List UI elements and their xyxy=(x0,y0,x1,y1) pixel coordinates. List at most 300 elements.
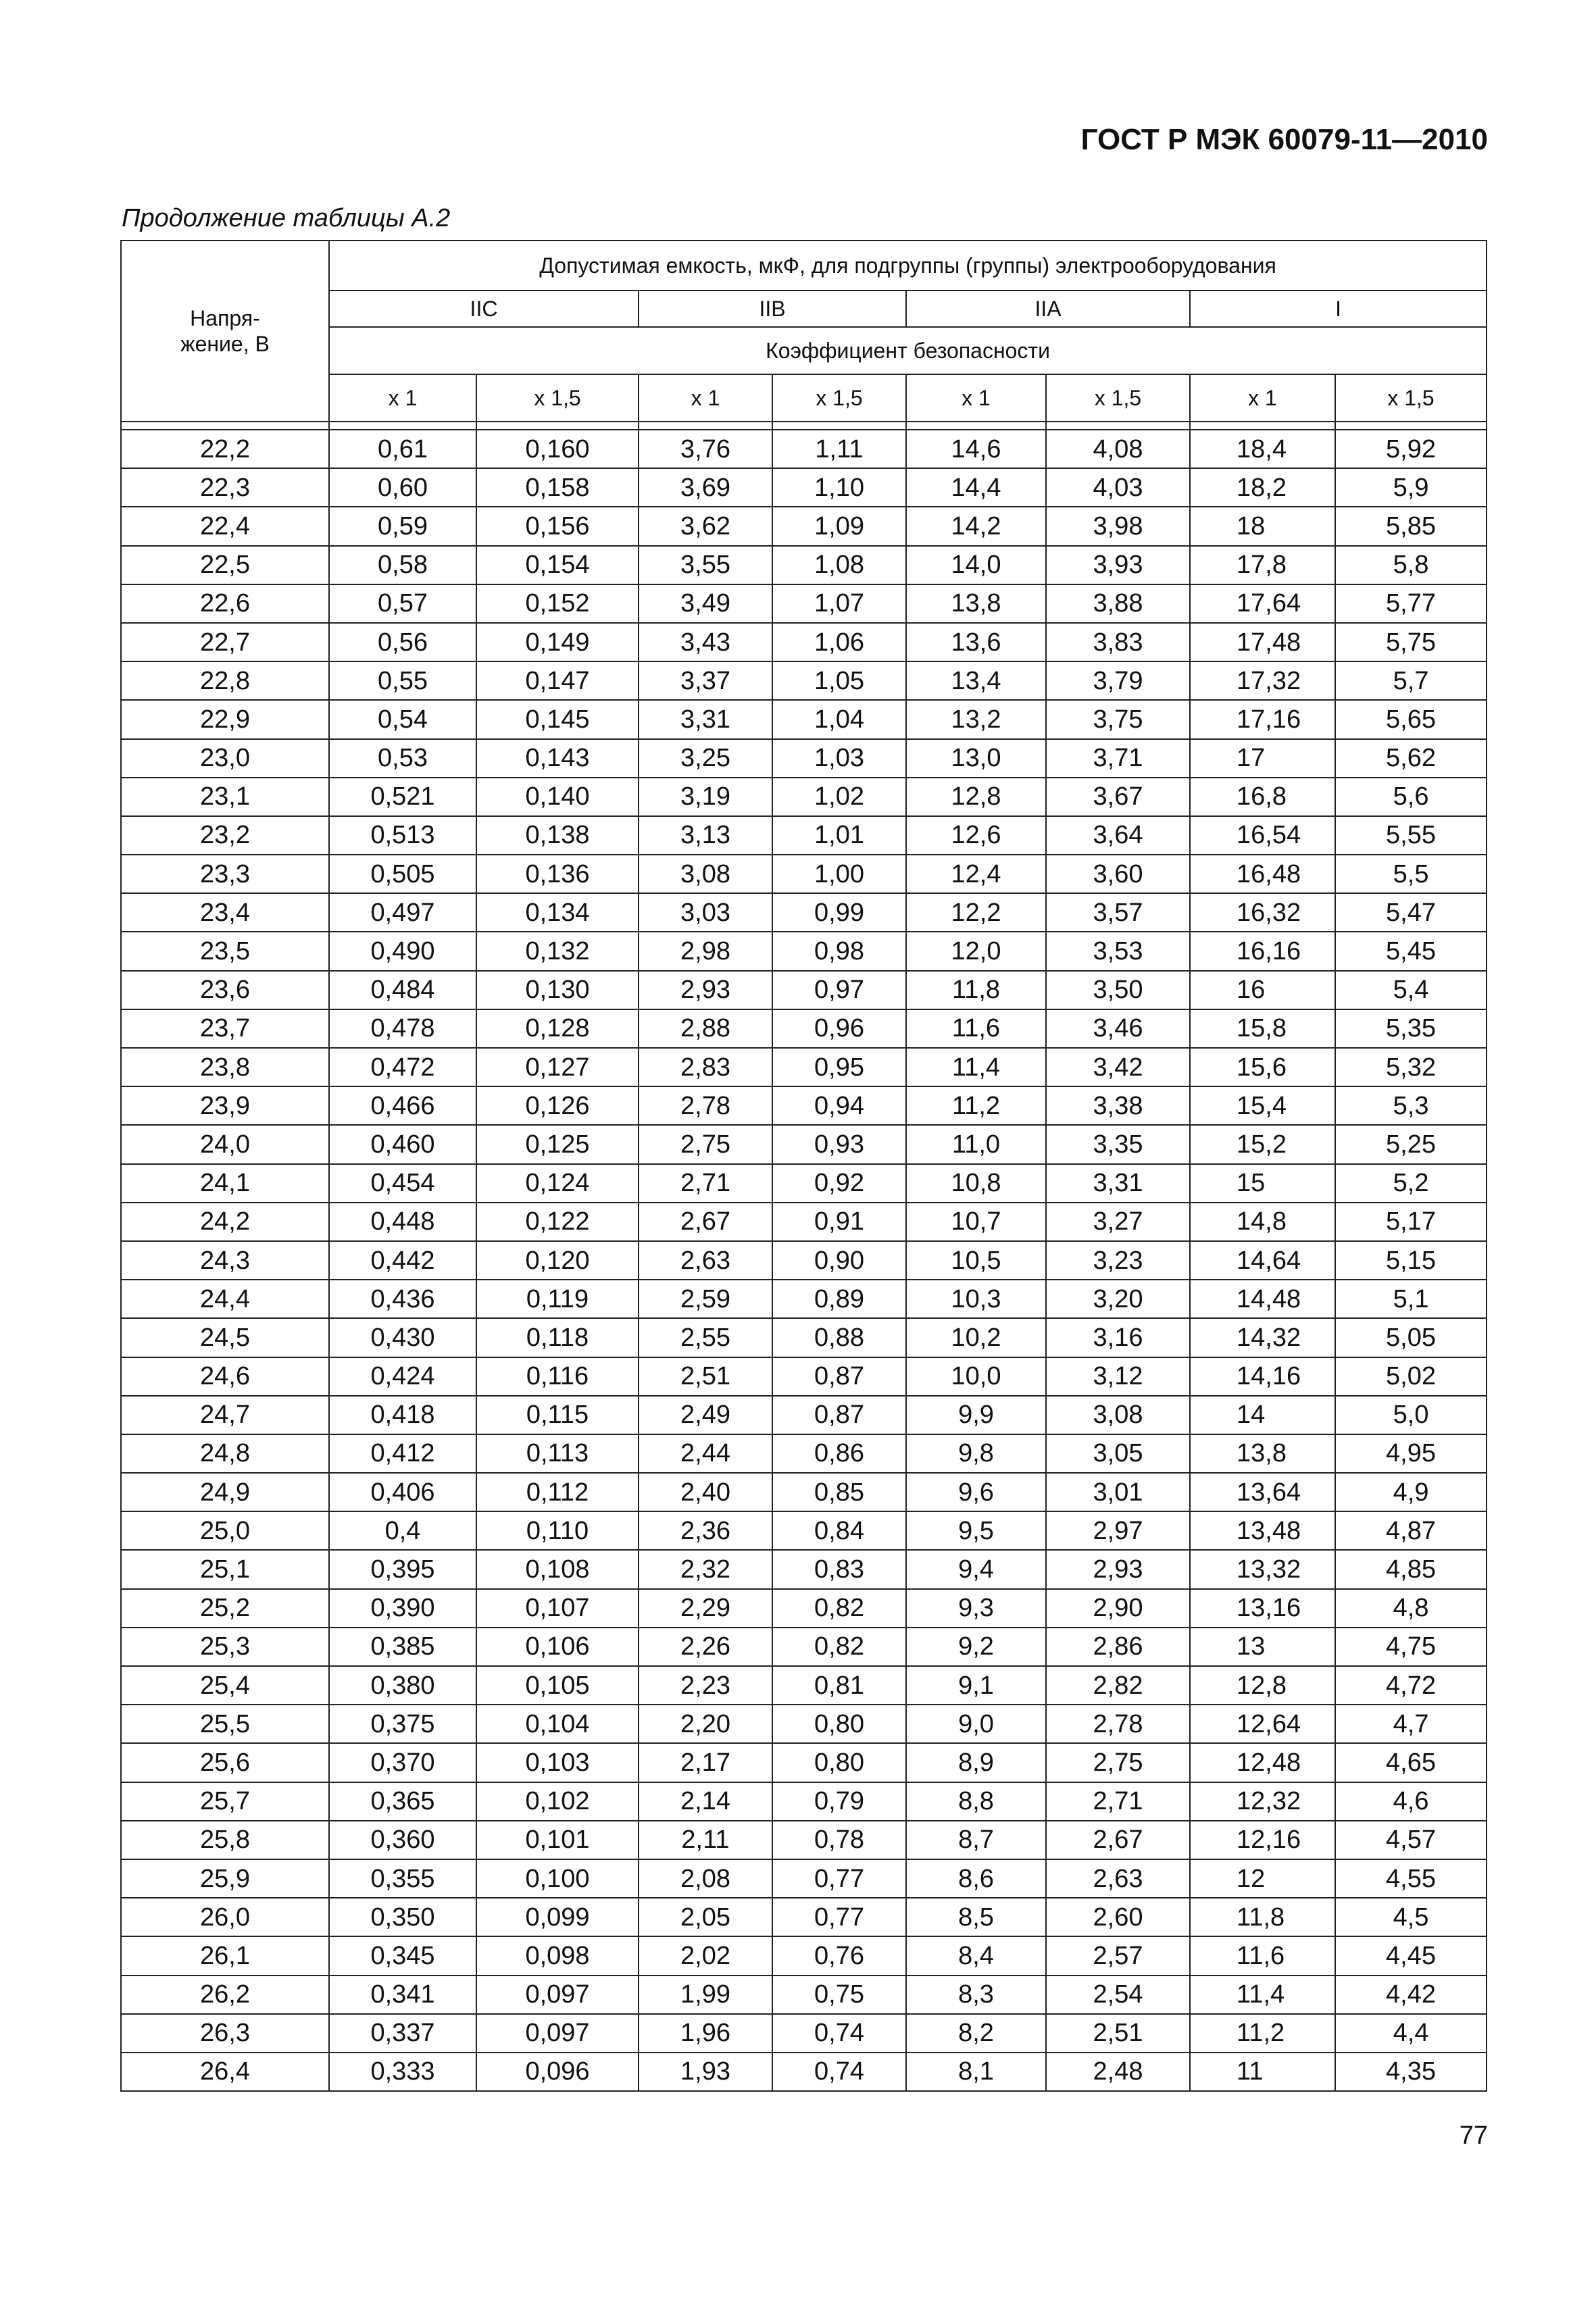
i-x15-cell: 5,0 xyxy=(1335,1396,1487,1434)
iic-x1-cell: 0,490 xyxy=(329,932,476,970)
iia-x1-cell: 12,8 xyxy=(906,778,1046,816)
table-row xyxy=(121,1280,1487,1318)
iic-x15-cell: 0,152 xyxy=(476,584,639,623)
iic-x1-cell: 0,54 xyxy=(329,700,476,738)
table-row xyxy=(121,816,1487,855)
iib-x1-cell: 2,14 xyxy=(639,1782,772,1821)
iib-x15-cell: 0,96 xyxy=(772,1009,906,1048)
iic-x1-cell: 0,341 xyxy=(329,1976,476,2014)
voltage-cell: 25,0 xyxy=(121,1511,329,1550)
iia-x1-cell: 14,2 xyxy=(906,507,1046,545)
iia-x1-cell: 13,6 xyxy=(906,623,1046,661)
table-row xyxy=(121,932,1487,970)
iic-x1-cell: 0,53 xyxy=(329,739,476,778)
table-row xyxy=(121,893,1487,932)
iib-x15-cell: 0,94 xyxy=(772,1086,906,1125)
i-x15-cell: 5,8 xyxy=(1335,546,1487,584)
table-row xyxy=(121,1511,1487,1550)
table-row xyxy=(121,1589,1487,1628)
table-row xyxy=(121,1048,1487,1086)
iib-x1-cell: 2,98 xyxy=(639,932,772,970)
iic-x1-cell: 0,375 xyxy=(329,1705,476,1743)
i-x15-cell: 4,42 xyxy=(1335,1976,1487,2014)
voltage-cell: 24,1 xyxy=(121,1164,329,1203)
i-x15-cell: 5,55 xyxy=(1335,816,1487,855)
iia-x1-cell: 10,8 xyxy=(906,1164,1046,1203)
iic-x1-cell: 0,424 xyxy=(329,1357,476,1396)
iia-x15-cell: 3,01 xyxy=(1046,1473,1190,1511)
voltage-cell: 25,6 xyxy=(121,1743,329,1782)
voltage-cell: 24,9 xyxy=(121,1473,329,1511)
iib-x1-cell: 2,83 xyxy=(639,1048,772,1086)
iia-x15-cell: 3,53 xyxy=(1046,932,1190,970)
i-x1-cell: 17,48 xyxy=(1190,623,1335,661)
iib-x1-cell: 2,93 xyxy=(639,971,772,1009)
iic-x1-cell: 0,56 xyxy=(329,623,476,661)
iia-x15-cell: 3,71 xyxy=(1046,739,1190,778)
page-number: 77 xyxy=(1459,2121,1488,2150)
iic-x1-cell: 0,406 xyxy=(329,1473,476,1511)
iic-x15-cell: 0,145 xyxy=(476,700,639,738)
iib-x15-cell: 0,84 xyxy=(772,1511,906,1550)
iic-x15-cell: 0,113 xyxy=(476,1434,639,1473)
table-row xyxy=(121,1318,1487,1357)
factor-header: x 1,5 xyxy=(1046,374,1190,422)
iib-x15-cell: 1,10 xyxy=(772,468,906,507)
voltage-cell: 26,3 xyxy=(121,2014,329,2053)
i-x1-cell: 11 xyxy=(1190,2053,1335,2091)
voltage-cell: 22,7 xyxy=(121,623,329,661)
i-x15-cell: 5,7 xyxy=(1335,661,1487,700)
iib-x1-cell: 2,71 xyxy=(639,1164,772,1203)
iic-x15-cell: 0,118 xyxy=(476,1318,639,1357)
iib-x1-cell: 3,13 xyxy=(639,816,772,855)
standard-title: ГОСТ Р МЭК 60079-11—2010 xyxy=(1080,123,1488,156)
i-x15-cell: 4,6 xyxy=(1335,1782,1487,1821)
voltage-cell: 23,7 xyxy=(121,1009,329,1048)
iia-x15-cell: 3,88 xyxy=(1046,584,1190,623)
iib-x1-cell: 2,55 xyxy=(639,1318,772,1357)
table-row xyxy=(121,2014,1487,2053)
voltage-cell: 22,3 xyxy=(121,468,329,507)
iic-x1-cell: 0,412 xyxy=(329,1434,476,1473)
iib-x1-cell: 3,31 xyxy=(639,700,772,738)
voltage-cell: 24,2 xyxy=(121,1203,329,1241)
iib-x15-cell: 0,89 xyxy=(772,1280,906,1318)
iia-x1-cell: 9,1 xyxy=(906,1666,1046,1705)
iia-x1-cell: 11,2 xyxy=(906,1086,1046,1125)
iia-x1-cell: 10,0 xyxy=(906,1357,1046,1396)
iia-x1-cell: 10,7 xyxy=(906,1203,1046,1241)
iic-x1-cell: 0,345 xyxy=(329,1936,476,1975)
i-x15-cell: 4,8 xyxy=(1335,1589,1487,1628)
i-x1-cell: 13,32 xyxy=(1190,1550,1335,1588)
iia-x15-cell: 3,50 xyxy=(1046,971,1190,1009)
iia-x15-cell: 3,31 xyxy=(1046,1164,1190,1203)
i-x1-cell: 17,32 xyxy=(1190,661,1335,700)
i-x1-cell: 18 xyxy=(1190,507,1335,545)
iic-x1-cell: 0,448 xyxy=(329,1203,476,1241)
iib-x1-cell: 2,40 xyxy=(639,1473,772,1511)
i-x15-cell: 5,5 xyxy=(1335,855,1487,893)
i-x1-cell: 18,4 xyxy=(1190,430,1335,468)
iib-x1-cell: 3,69 xyxy=(639,468,772,507)
voltage-cell: 25,3 xyxy=(121,1628,329,1666)
i-x1-cell: 14,32 xyxy=(1190,1318,1335,1357)
i-x1-cell: 16,48 xyxy=(1190,855,1335,893)
iia-x1-cell: 10,5 xyxy=(906,1241,1046,1280)
table-row xyxy=(121,507,1487,545)
iic-x15-cell: 0,100 xyxy=(476,1859,639,1898)
iib-x15-cell: 0,97 xyxy=(772,971,906,1009)
iib-x15-cell: 0,90 xyxy=(772,1241,906,1280)
iic-x15-cell: 0,102 xyxy=(476,1782,639,1821)
iib-x1-cell: 2,36 xyxy=(639,1511,772,1550)
iic-x15-cell: 0,156 xyxy=(476,507,639,545)
iic-x15-cell: 0,112 xyxy=(476,1473,639,1511)
i-x15-cell: 4,9 xyxy=(1335,1473,1487,1511)
i-x1-cell: 13,16 xyxy=(1190,1589,1335,1628)
i-x15-cell: 5,17 xyxy=(1335,1203,1487,1241)
iic-x15-cell: 0,130 xyxy=(476,971,639,1009)
voltage-cell: 26,1 xyxy=(121,1936,329,1975)
voltage-cell: 25,4 xyxy=(121,1666,329,1705)
iic-x1-cell: 0,337 xyxy=(329,2014,476,2053)
iic-x1-cell: 0,513 xyxy=(329,816,476,855)
iib-x15-cell: 0,98 xyxy=(772,932,906,970)
i-x15-cell: 5,02 xyxy=(1335,1357,1487,1396)
i-x1-cell: 16,16 xyxy=(1190,932,1335,970)
i-x15-cell: 5,45 xyxy=(1335,932,1487,970)
iib-x1-cell: 3,19 xyxy=(639,778,772,816)
iib-x1-cell: 1,93 xyxy=(639,2053,772,2091)
i-x15-cell: 5,4 xyxy=(1335,971,1487,1009)
group-header-iib: IIB xyxy=(639,291,906,327)
iia-x15-cell: 3,79 xyxy=(1046,661,1190,700)
iib-x1-cell: 3,37 xyxy=(639,661,772,700)
iic-x15-cell: 0,119 xyxy=(476,1280,639,1318)
iia-x1-cell: 8,5 xyxy=(906,1898,1046,1936)
iib-x15-cell: 0,99 xyxy=(772,893,906,932)
iic-x1-cell: 0,436 xyxy=(329,1280,476,1318)
iic-x1-cell: 0,472 xyxy=(329,1048,476,1086)
voltage-cell: 24,6 xyxy=(121,1357,329,1396)
i-x1-cell: 14,16 xyxy=(1190,1357,1335,1396)
iia-x15-cell: 2,51 xyxy=(1046,2014,1190,2053)
iib-x15-cell: 1,08 xyxy=(772,546,906,584)
table-row xyxy=(121,584,1487,623)
iib-x15-cell: 0,86 xyxy=(772,1434,906,1473)
capacitance-header: Допустимая емкость, мкФ, для подгруппы (группы) электрооборудования xyxy=(329,241,1487,291)
voltage-cell: 25,8 xyxy=(121,1821,329,1859)
iic-x1-cell: 0,61 xyxy=(329,430,476,468)
iia-x1-cell: 9,6 xyxy=(906,1473,1046,1511)
voltage-cell: 22,5 xyxy=(121,546,329,584)
iib-x1-cell: 2,63 xyxy=(639,1241,772,1280)
i-x15-cell: 4,57 xyxy=(1335,1821,1487,1859)
voltage-cell: 26,0 xyxy=(121,1898,329,1936)
iic-x15-cell: 0,160 xyxy=(476,430,639,468)
i-x15-cell: 5,9 xyxy=(1335,468,1487,507)
iia-x15-cell: 3,16 xyxy=(1046,1318,1190,1357)
iia-x1-cell: 8,8 xyxy=(906,1782,1046,1821)
iia-x1-cell: 9,8 xyxy=(906,1434,1046,1473)
iia-x15-cell: 2,54 xyxy=(1046,1976,1190,2014)
i-x15-cell: 5,1 xyxy=(1335,1280,1487,1318)
iia-x1-cell: 13,0 xyxy=(906,739,1046,778)
iib-x1-cell: 2,26 xyxy=(639,1628,772,1666)
iia-x1-cell: 8,6 xyxy=(906,1859,1046,1898)
iic-x1-cell: 0,418 xyxy=(329,1396,476,1434)
iia-x15-cell: 3,67 xyxy=(1046,778,1190,816)
iia-x1-cell: 9,9 xyxy=(906,1396,1046,1434)
voltage-cell: 23,4 xyxy=(121,893,329,932)
i-x1-cell: 11,8 xyxy=(1190,1898,1335,1936)
iia-x15-cell: 3,05 xyxy=(1046,1434,1190,1473)
voltage-cell: 22,6 xyxy=(121,584,329,623)
iic-x15-cell: 0,097 xyxy=(476,1976,639,2014)
iic-x1-cell: 0,466 xyxy=(329,1086,476,1125)
iic-x1-cell: 0,370 xyxy=(329,1743,476,1782)
iia-x1-cell: 8,3 xyxy=(906,1976,1046,2014)
iia-x15-cell: 3,23 xyxy=(1046,1241,1190,1280)
iib-x1-cell: 2,49 xyxy=(639,1396,772,1434)
iic-x15-cell: 0,116 xyxy=(476,1357,639,1396)
group-header-i: I xyxy=(1190,291,1487,327)
iic-x15-cell: 0,110 xyxy=(476,1511,639,1550)
iic-x1-cell: 0,57 xyxy=(329,584,476,623)
voltage-cell: 23,8 xyxy=(121,1048,329,1086)
i-x1-cell: 18,2 xyxy=(1190,468,1335,507)
iib-x1-cell: 2,29 xyxy=(639,1589,772,1628)
iia-x1-cell: 11,6 xyxy=(906,1009,1046,1048)
table-row xyxy=(121,855,1487,893)
iic-x1-cell: 0,484 xyxy=(329,971,476,1009)
i-x15-cell: 4,55 xyxy=(1335,1859,1487,1898)
factor-header: x 1,5 xyxy=(476,374,639,422)
voltage-cell: 23,6 xyxy=(121,971,329,1009)
table-row xyxy=(121,1125,1487,1163)
table-row xyxy=(121,430,1487,468)
i-x1-cell: 12,32 xyxy=(1190,1782,1335,1821)
iia-x1-cell: 12,6 xyxy=(906,816,1046,855)
iib-x1-cell: 2,17 xyxy=(639,1743,772,1782)
i-x1-cell: 15,2 xyxy=(1190,1125,1335,1163)
iia-x15-cell: 4,08 xyxy=(1046,430,1190,468)
iib-x15-cell: 0,88 xyxy=(772,1318,906,1357)
voltage-cell: 23,5 xyxy=(121,932,329,970)
iic-x15-cell: 0,147 xyxy=(476,661,639,700)
table-row xyxy=(121,1666,1487,1705)
voltage-header: Напря- жение, В xyxy=(121,241,329,422)
i-x1-cell: 17,16 xyxy=(1190,700,1335,738)
i-x1-cell: 15,8 xyxy=(1190,1009,1335,1048)
iia-x1-cell: 8,7 xyxy=(906,1821,1046,1859)
voltage-cell: 22,9 xyxy=(121,700,329,738)
iic-x15-cell: 0,138 xyxy=(476,816,639,855)
iic-x1-cell: 0,60 xyxy=(329,468,476,507)
i-x1-cell: 13,48 xyxy=(1190,1511,1335,1550)
table-row xyxy=(121,2053,1487,2091)
iib-x1-cell: 2,02 xyxy=(639,1936,772,1975)
iib-x15-cell: 0,80 xyxy=(772,1705,906,1743)
iib-x15-cell: 0,85 xyxy=(772,1473,906,1511)
iia-x1-cell: 12,2 xyxy=(906,893,1046,932)
iib-x15-cell: 0,80 xyxy=(772,1743,906,1782)
iib-x1-cell: 2,20 xyxy=(639,1705,772,1743)
iic-x1-cell: 0,385 xyxy=(329,1628,476,1666)
i-x15-cell: 4,95 xyxy=(1335,1434,1487,1473)
iia-x15-cell: 3,08 xyxy=(1046,1396,1190,1434)
iia-x1-cell: 11,8 xyxy=(906,971,1046,1009)
i-x15-cell: 5,3 xyxy=(1335,1086,1487,1125)
iib-x1-cell: 3,55 xyxy=(639,546,772,584)
iia-x1-cell: 11,0 xyxy=(906,1125,1046,1163)
iic-x15-cell: 0,132 xyxy=(476,932,639,970)
iic-x15-cell: 0,127 xyxy=(476,1048,639,1086)
iib-x1-cell: 2,59 xyxy=(639,1280,772,1318)
i-x1-cell: 14 xyxy=(1190,1396,1335,1434)
i-x15-cell: 5,77 xyxy=(1335,584,1487,623)
iib-x15-cell: 0,75 xyxy=(772,1976,906,2014)
table-row xyxy=(121,1009,1487,1048)
group-header-iia: IIA xyxy=(906,291,1190,327)
safety-factor-header: Коэффициент безопасности xyxy=(329,327,1487,374)
i-x15-cell: 4,72 xyxy=(1335,1666,1487,1705)
iic-x15-cell: 0,154 xyxy=(476,546,639,584)
iib-x1-cell: 3,08 xyxy=(639,855,772,893)
table-caption: Продолжение таблицы А.2 xyxy=(122,204,451,232)
iib-x1-cell: 2,05 xyxy=(639,1898,772,1936)
iia-x15-cell: 3,35 xyxy=(1046,1125,1190,1163)
voltage-cell: 23,3 xyxy=(121,855,329,893)
iic-x15-cell: 0,098 xyxy=(476,1936,639,1975)
iib-x15-cell: 0,93 xyxy=(772,1125,906,1163)
i-x1-cell: 11,6 xyxy=(1190,1936,1335,1975)
iic-x15-cell: 0,101 xyxy=(476,1821,639,1859)
voltage-cell: 25,5 xyxy=(121,1705,329,1743)
i-x15-cell: 5,47 xyxy=(1335,893,1487,932)
iib-x15-cell: 0,77 xyxy=(772,1859,906,1898)
iib-x15-cell: 1,06 xyxy=(772,623,906,661)
iib-x1-cell: 3,76 xyxy=(639,430,772,468)
iic-x15-cell: 0,115 xyxy=(476,1396,639,1434)
iib-x1-cell: 2,67 xyxy=(639,1203,772,1241)
voltage-cell: 26,2 xyxy=(121,1976,329,2014)
iib-x1-cell: 1,99 xyxy=(639,1976,772,2014)
iia-x15-cell: 3,57 xyxy=(1046,893,1190,932)
iia-x1-cell: 9,0 xyxy=(906,1705,1046,1743)
i-x1-cell: 12,48 xyxy=(1190,1743,1335,1782)
iic-x1-cell: 0,454 xyxy=(329,1164,476,1203)
table-row xyxy=(121,1396,1487,1434)
voltage-cell: 24,7 xyxy=(121,1396,329,1434)
iic-x1-cell: 0,460 xyxy=(329,1125,476,1163)
factor-header: x 1 xyxy=(639,374,772,422)
voltage-cell: 24,4 xyxy=(121,1280,329,1318)
iia-x1-cell: 13,4 xyxy=(906,661,1046,700)
table-row xyxy=(121,468,1487,507)
iic-x15-cell: 0,122 xyxy=(476,1203,639,1241)
i-x15-cell: 4,35 xyxy=(1335,2053,1487,2091)
i-x15-cell: 4,87 xyxy=(1335,1511,1487,1550)
table-row xyxy=(121,1203,1487,1241)
iic-x1-cell: 0,478 xyxy=(329,1009,476,1048)
voltage-cell: 24,5 xyxy=(121,1318,329,1357)
i-x15-cell: 5,62 xyxy=(1335,739,1487,778)
i-x1-cell: 17 xyxy=(1190,739,1335,778)
iib-x1-cell: 2,75 xyxy=(639,1125,772,1163)
voltage-cell: 22,2 xyxy=(121,430,329,468)
voltage-cell: 23,1 xyxy=(121,778,329,816)
iia-x15-cell: 3,83 xyxy=(1046,623,1190,661)
i-x1-cell: 12,64 xyxy=(1190,1705,1335,1743)
capacitance-table xyxy=(120,240,1487,2092)
iia-x15-cell: 3,60 xyxy=(1046,855,1190,893)
iib-x1-cell: 3,25 xyxy=(639,739,772,778)
iic-x15-cell: 0,126 xyxy=(476,1086,639,1125)
iic-x15-cell: 0,120 xyxy=(476,1241,639,1280)
i-x1-cell: 13 xyxy=(1190,1628,1335,1666)
table-row xyxy=(121,1898,1487,1936)
iic-x15-cell: 0,143 xyxy=(476,739,639,778)
iia-x1-cell: 8,4 xyxy=(906,1936,1046,1975)
table-row xyxy=(121,623,1487,661)
iia-x1-cell: 13,2 xyxy=(906,700,1046,738)
iib-x15-cell: 1,07 xyxy=(772,584,906,623)
table-row xyxy=(121,1550,1487,1588)
iib-x15-cell: 0,83 xyxy=(772,1550,906,1588)
iia-x1-cell: 10,3 xyxy=(906,1280,1046,1318)
voltage-cell: 25,9 xyxy=(121,1859,329,1898)
iia-x1-cell: 8,9 xyxy=(906,1743,1046,1782)
iia-x15-cell: 2,82 xyxy=(1046,1666,1190,1705)
i-x15-cell: 5,2 xyxy=(1335,1164,1487,1203)
iia-x15-cell: 2,67 xyxy=(1046,1821,1190,1859)
i-x15-cell: 4,85 xyxy=(1335,1550,1487,1588)
i-x15-cell: 5,35 xyxy=(1335,1009,1487,1048)
iib-x15-cell: 1,05 xyxy=(772,661,906,700)
iia-x15-cell: 3,38 xyxy=(1046,1086,1190,1125)
voltage-cell: 25,2 xyxy=(121,1589,329,1628)
iib-x1-cell: 2,23 xyxy=(639,1666,772,1705)
i-x1-cell: 16,8 xyxy=(1190,778,1335,816)
table-row xyxy=(121,1821,1487,1859)
iic-x15-cell: 0,134 xyxy=(476,893,639,932)
table-row xyxy=(121,1782,1487,1821)
iia-x15-cell: 2,78 xyxy=(1046,1705,1190,1743)
iib-x15-cell: 0,74 xyxy=(772,2014,906,2053)
iia-x15-cell: 3,42 xyxy=(1046,1048,1190,1086)
table-row xyxy=(121,1936,1487,1975)
i-x1-cell: 13,64 xyxy=(1190,1473,1335,1511)
iic-x15-cell: 0,149 xyxy=(476,623,639,661)
iic-x15-cell: 0,124 xyxy=(476,1164,639,1203)
iia-x15-cell: 2,93 xyxy=(1046,1550,1190,1588)
iib-x1-cell: 2,78 xyxy=(639,1086,772,1125)
i-x1-cell: 17,64 xyxy=(1190,584,1335,623)
i-x15-cell: 5,75 xyxy=(1335,623,1487,661)
iia-x1-cell: 9,4 xyxy=(906,1550,1046,1588)
i-x1-cell: 15,6 xyxy=(1190,1048,1335,1086)
i-x15-cell: 5,6 xyxy=(1335,778,1487,816)
i-x15-cell: 5,65 xyxy=(1335,700,1487,738)
iib-x15-cell: 0,79 xyxy=(772,1782,906,1821)
iib-x1-cell: 3,03 xyxy=(639,893,772,932)
iic-x1-cell: 0,380 xyxy=(329,1666,476,1705)
i-x1-cell: 16 xyxy=(1190,971,1335,1009)
i-x15-cell: 5,32 xyxy=(1335,1048,1487,1086)
